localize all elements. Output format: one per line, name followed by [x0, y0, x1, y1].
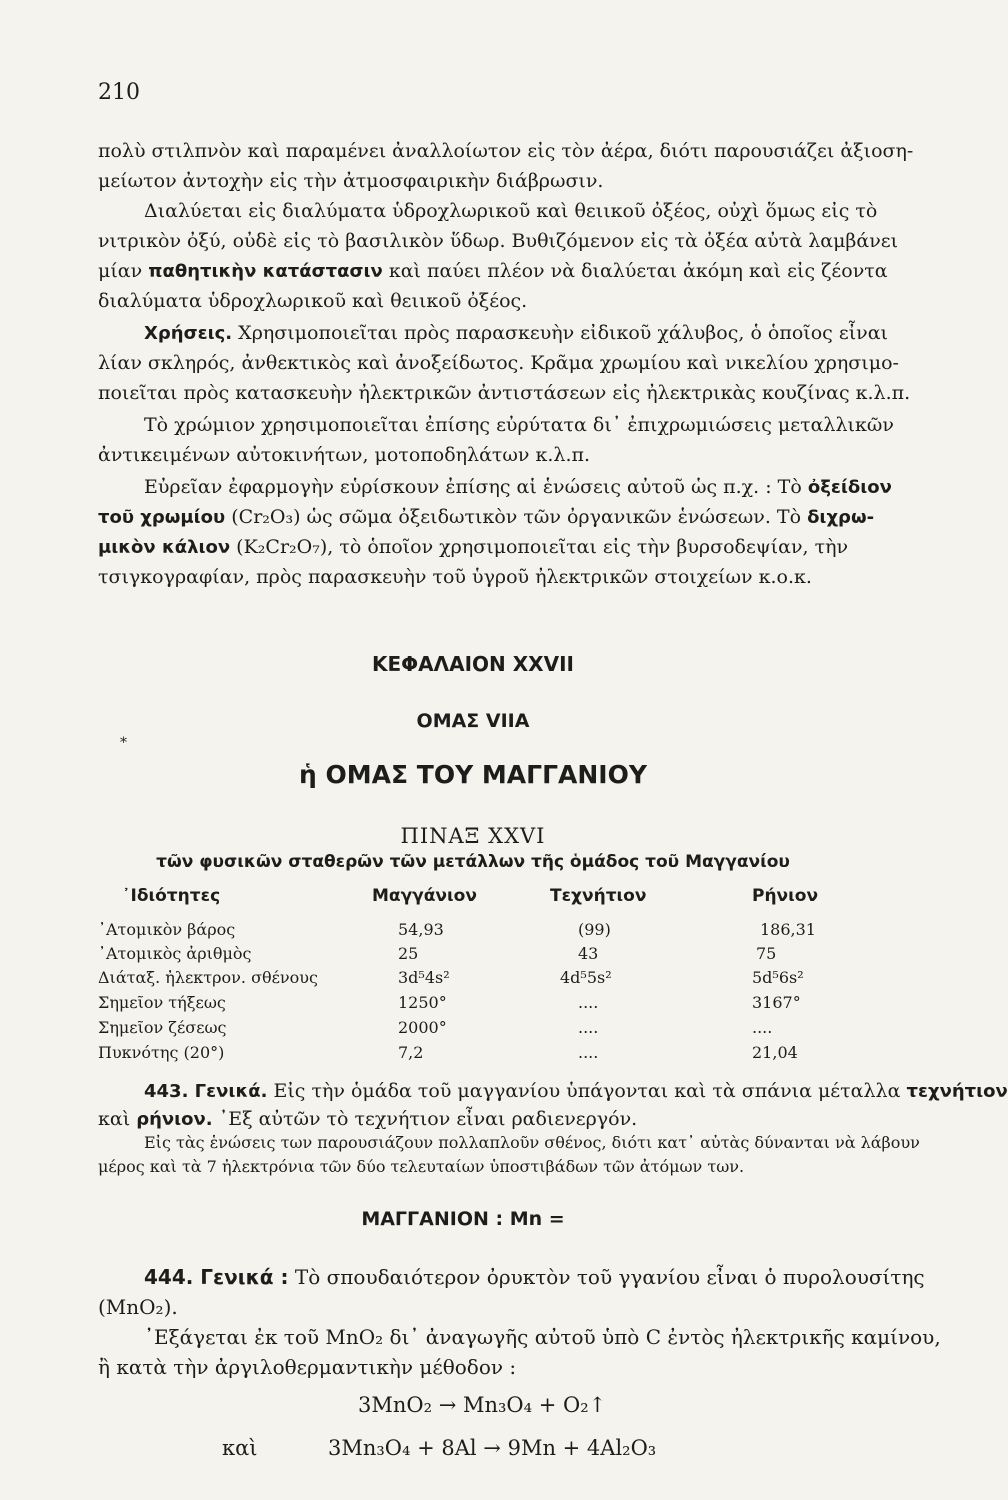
text-line: ἢ κατὰ τὴν ἀργιλοθερμαντικὴν μέθοδον :: [98, 1355, 517, 1379]
text-line: Τὸ χρώμιον χρησιμοποιεῖται ἐπίσης εὐρύτατα δι᾽ ἐπιχρωμιώσεις μεταλλικῶν: [144, 414, 894, 436]
table-cell: Διάταξ. ἠλεκτρον. σθένους: [98, 968, 318, 987]
bold-term-chromium: τοῦ χρωμίου: [98, 507, 226, 528]
table-cell: ....: [578, 1018, 599, 1037]
text-line: Διαλύεται εἰς διαλύματα ὑδροχλωρικοῦ καὶ θειικοῦ ὀξέος, οὐχὶ ὅμως εἰς τὸ: [144, 200, 878, 222]
text-span: Χρησιμοποιεῖται πρὸς παρασκευὴν εἰδικοῦ χάλυβος, ὁ ὁποῖος εἶναι: [232, 322, 888, 344]
table-header: ᾿Ιδιότητες: [122, 886, 221, 906]
table-header: Τεχνήτιον: [550, 886, 647, 906]
text-span: καὶ παύει πλέον νὰ διαλύεται ἀκόμη καὶ εἰς ζέοντα: [382, 260, 888, 282]
bold-term-uses: Χρήσεις.: [144, 323, 233, 344]
text-span: ᾿Εξ αὐτῶν τὸ τεχνήτιον εἶναι ραδιενεργόν.: [212, 1108, 638, 1130]
text-span: Εἰς τὴν ὁμάδα τοῦ μαγγανίου ὑπάγονται καὶ τὰ σπάνια μέταλλα: [267, 1080, 907, 1102]
table-cell: 7,2: [398, 1043, 424, 1062]
table-title: ΠΙΝΑΞ XXVI: [400, 824, 546, 848]
text-line: Εἰς τὰς ἑνώσεις των παρουσιάζουν πολλαπλοῦν σθένος, διότι κατ᾽ αὐτὰς δύνανται νὰ λάβουν: [144, 1133, 920, 1152]
table-cell: ....: [752, 1018, 773, 1037]
text-line: [98, 532, 848, 563]
table-cell: 3167°: [752, 993, 801, 1012]
text-line: ᾿Εξάγεται ἐκ τοῦ MnO₂ δι᾽ ἀναγωγῆς αὐτοῦ ὑπὸ C ἐντὸς ἠλεκτρικῆς καμίνου,: [144, 1325, 941, 1349]
bold-term-potassium: μικὸν κάλιον: [98, 537, 231, 558]
table-subtitle: τῶν φυσικῶν σταθερῶν τῶν μετάλλων τῆς ὁμάδος τοῦ Μαγγανίου: [156, 852, 790, 872]
table-header: Μαγγάνιον: [372, 886, 477, 906]
text-line: μείωτον ἀντοχὴν εἰς τὴν ἀτμοσφαιρικὴν διάβρωσιν.: [98, 170, 604, 192]
table-cell: ....: [578, 993, 599, 1012]
text-line: [144, 318, 888, 349]
text-span: μίαν: [98, 260, 149, 282]
text-line: τσιγκογραφίαν, πρὸς παρασκευὴν τοῦ ὑγροῦ ἠλεκτρικῶν στοιχείων κ.ο.κ.: [98, 566, 812, 588]
text-span: Τὸ σπουδαιότερον ὀρυκτὸν τοῦ γγανίου εἶναι ὁ πυρολουσίτης: [288, 1265, 925, 1289]
table-cell: ᾿Ατομικὸς ἀριθμὸς: [98, 944, 252, 963]
text-line: μέρος καὶ τὰ 7 ἠλεκτρόνια τῶν δύο τελευταίων ὑποστιβάδων τῶν ἀτόμων των.: [98, 1157, 745, 1176]
page-number: 210: [98, 80, 140, 105]
table-cell: ....: [578, 1043, 599, 1062]
table-cell: 5d⁵6s²: [752, 968, 804, 987]
equation-2: 3Mn₃O₄ + 8Al → 9Mn + 4Al₂O₃: [328, 1436, 657, 1460]
bold-term-technetium: τεχνήτιον: [906, 1081, 1008, 1102]
text-line: [144, 1262, 925, 1292]
equation-connector: καὶ: [222, 1436, 258, 1460]
group-name: ἡ ΟΜΑΣ ΤΟΥ ΜΑΓΓΑΝΙΟΥ: [299, 760, 647, 789]
text-line: διαλύματα ὑδροχλωρικοῦ καὶ θειικοῦ ὀξέος.: [98, 290, 528, 312]
text-line: [98, 502, 874, 533]
table-cell: Σημεῖον ζέσεως: [98, 1018, 227, 1037]
table-cell: 43: [578, 944, 599, 963]
text-span: (Cr₂O₃) ὡς σῶμα ὀξειδωτικὸν τῶν ὀργανικῶν ἑνώσεων. Τὸ: [225, 506, 808, 528]
bold-term-dichromate: διχρω-: [807, 507, 875, 528]
table-cell: (99): [578, 920, 611, 939]
table-cell: Πυκνότης (20°): [98, 1043, 225, 1062]
table-cell: 3d⁵4s²: [398, 968, 450, 987]
chapter-title: ΚΕΦΑΛΑΙΟΝ XXVII: [372, 652, 574, 676]
text-line: πολὺ στιλπνὸν καὶ παραμένει ἀναλλοίωτον εἰς τὸν ἀέρα, διότι παρουσιάζει ἀξιοση-: [98, 140, 914, 162]
bold-term-passive-state: παθητικὴν κατάστασιν: [148, 261, 383, 282]
text-line: [144, 472, 892, 503]
equation-1: 3MnO₂ → Mn₃O₄ + O₂↑: [358, 1393, 607, 1417]
table-cell: 1250°: [398, 993, 447, 1012]
text-span: καὶ: [98, 1108, 137, 1130]
table-header: Ρήνιον: [752, 886, 819, 906]
table-cell: 75: [756, 944, 777, 963]
table-cell: 21,04: [752, 1043, 798, 1062]
text-span: Εὐρεῖαν ἐφαρμογὴν εὑρίσκουν ἐπίσης αἱ ἑνώσεις αὐτοῦ ὡς π.χ. : Τὸ: [144, 476, 808, 498]
margin-marker: *: [120, 735, 127, 751]
table-cell: 4d⁵5s²: [560, 968, 612, 987]
section-number: 443. Γενικά.: [144, 1081, 268, 1102]
text-line: [98, 256, 888, 287]
text-line: (MnO₂).: [98, 1295, 178, 1319]
group-title: ΟΜΑΣ VIIA: [416, 710, 530, 732]
table-cell: 186,31: [760, 920, 816, 939]
table-cell: 25: [398, 944, 419, 963]
bold-term-oxide: ὀξείδιον: [807, 477, 892, 498]
section-number: 444. Γενικά :: [144, 1265, 289, 1289]
table-cell: ᾿Ατομικὸν βάρος: [98, 920, 236, 939]
table-cell: 2000°: [398, 1018, 447, 1037]
manganese-heading: ΜΑΓΓΑΝΙΟΝ : Mn =: [361, 1208, 565, 1230]
text-line: λίαν σκληρός, ἀνθεκτικὸς καὶ ἀνοξείδωτος. Κρᾶμα χρωμίου καὶ νικελίου χρησιμο-: [98, 352, 899, 374]
table-cell: 54,93: [398, 920, 444, 939]
text-span: (K₂Cr₂O₇), τὸ ὁποῖον χρησιμοποιεῖται εἰς τὴν βυρσοδεψίαν, τὴν: [230, 536, 849, 558]
text-line: ποιεῖται πρὸς κατασκευὴν ἠλεκτρικῶν ἀντιστάσεων εἰς ἠλεκτρικὰς κουζίνας κ.λ.π.: [98, 382, 911, 404]
bold-term-rhenium: ρήνιον.: [136, 1109, 213, 1130]
text-line: [144, 1076, 1008, 1107]
text-line: νιτρικὸν ὀξύ, οὐδὲ εἰς τὸ βασιλικὸν ὕδωρ. Βυθιζόμενον εἰς τὰ ὀξέα αὐτὰ λαμβάνει: [98, 230, 899, 252]
text-line: ἀντικειμένων αὐτοκινήτων, μοτοποδηλάτων κ.λ.π.: [98, 444, 591, 466]
table-cell: Σημεῖον τήξεως: [98, 993, 226, 1012]
